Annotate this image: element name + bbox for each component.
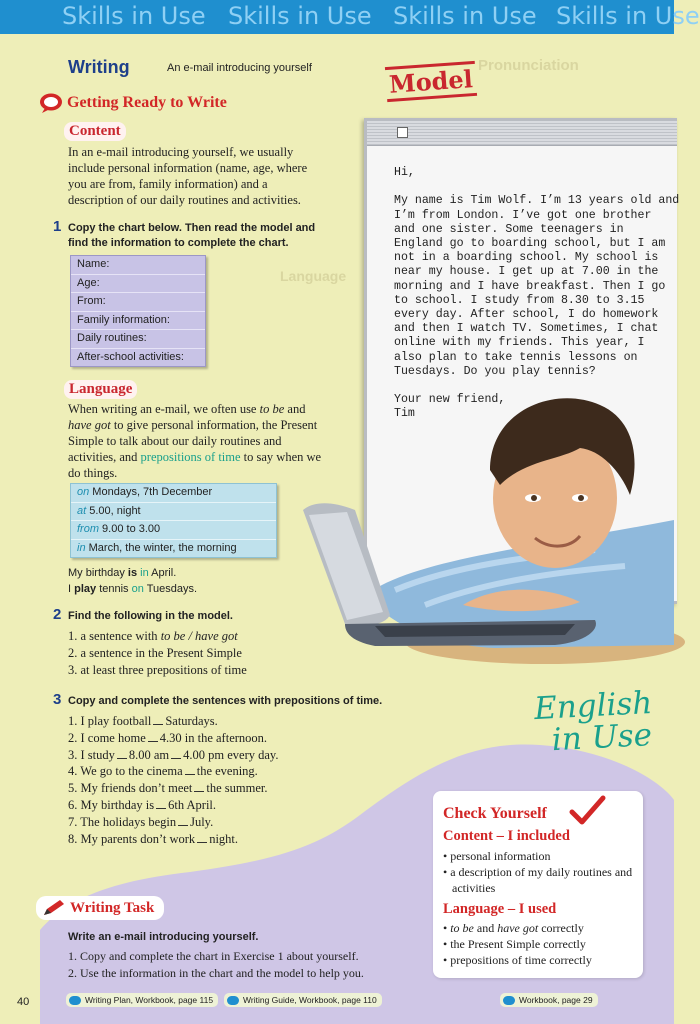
exercise-1-number: 1 [53,218,62,235]
info-chart [70,255,206,367]
model-label: Model [385,61,477,102]
email-line: Tuesdays. Do you play tennis? [394,364,596,378]
email-line: I’m from London. I’ve got one brother [394,208,652,222]
check-yourself-box [433,791,643,978]
email-line: and then I watch TV. Sometimes, I chat [394,322,659,336]
chart-row: Name: [71,256,205,275]
english-in-use-logo: English in Use [533,684,654,759]
arrow-icon [69,996,81,1005]
list-item: 7. The holidays begin July. [68,814,214,829]
email-line: England go to boarding school, but I am [394,237,666,250]
exercise-1-title: Copy the chart below. Then read the model and find the information to complete the chart. [68,222,316,249]
chart-row: From: [71,293,205,312]
exercise-3-title: Copy and complete the sentences with prepositions of time. [68,695,383,707]
language-used-heading: Language – I used [443,901,557,917]
list-item: 1. I play football Saturdays. [68,714,218,728]
email-line: every day. After school, I do homework [394,308,659,322]
content-checklist [443,848,639,896]
list-item: 2. Use the information in the chart and the model to help you. [68,965,364,980]
exercise-2-number: 2 [53,606,62,623]
email-line: not in a boarding school. My school is [394,251,659,265]
banner-text: Skills in Use [393,2,537,30]
grammar-examples [68,565,197,597]
workbook-reference-link[interactable]: Writing Plan, Workbook, page 115 [66,993,218,1007]
chart-row: Family information: [71,312,205,331]
prep-row: at 5.00, night [71,503,276,522]
list-item: • personal information [443,849,551,863]
boy-with-laptop-illustration [295,380,674,665]
writing-task-list [68,948,364,981]
getting-ready-title: Getting Ready to Write [67,94,227,111]
check-yourself-title: Check Yourself [443,805,547,822]
list-item: • prepositions of time correctly [443,953,592,967]
exercise-3-list [68,713,279,847]
language-label: Language [64,380,137,399]
language-text: When writing an e-mail, we often use to be and have got to give personal information, the Present Simple to talk about our daily routines and activities, and prepositions of time to say when we do things. [68,402,322,480]
list-item: 8. My parents don’t work night. [68,831,239,846]
workbook-reference-link[interactable]: Workbook, page 29 [500,993,598,1007]
content-text: In an e-mail introducing yourself, we usually include personal information (name, age, where you are from, family information) and a description of our daily routines and activities. [68,145,308,207]
arrow-icon [503,996,515,1005]
prep-row: from 9.00 to 3.00 [71,521,276,540]
list-item: 1. Copy and complete the chart in Exercise 1 about yourself. [68,949,359,963]
email-line: to school. I study from 8.30 to 3.15 [394,293,645,307]
ghost-heading-language: Language [280,268,347,284]
list-item: 2. I come home 4.30 in the afternoon. [68,730,268,745]
section-subtitle: An e-mail introducing yourself [167,62,312,74]
email-line: My name is Tim Wolf. I’m 13 years old and [394,194,680,208]
chart-row: Daily routines: [71,330,205,349]
checkmark-icon [569,795,605,825]
exercise-2-list [68,628,247,678]
prepositions-table [70,483,277,558]
list-item: • to be and have got correctly [443,921,584,935]
banner-text: Skills in Use [556,2,700,30]
content-included-heading: Content – I included [443,828,570,844]
list-item: 3. at least three prepositions of time [68,662,247,677]
page-number: 40 [17,996,30,1008]
email-line: and one sister. Some teenagers in [394,222,624,236]
list-item: 4. We go to the cinema the evening. [68,764,258,779]
list-item: 5. My friends don’t meet the summer. [68,781,268,796]
window-titlebar [367,121,677,146]
list-item: 3. I study 8.00 am 4.00 pm every day. [68,747,279,762]
email-line: Hi, [394,166,415,179]
banner-text: Skills in Use [62,2,206,30]
workbook-reference-link[interactable]: Writing Guide, Workbook, page 110 [224,993,382,1007]
list-item: 6. My birthday is 6th April. [68,797,217,812]
email-line: morning and I have breakfast. Then I go [394,279,666,293]
email-line: also plan to take tennis lessons on [394,350,638,364]
exercise-2-title: Find the following in the model. [68,610,233,622]
prep-row: on Mondays, 7th December [71,484,276,503]
arrow-icon [227,996,239,1005]
email-line: online with my friends. This year, I [394,336,645,350]
email-line [394,180,664,194]
email-line: Your new friend, [394,393,506,407]
section-title: Writing [68,57,130,77]
list-item: • a description of my daily routines and activities [443,865,633,895]
writing-task-header [36,896,164,920]
chart-row: Age: [71,275,205,294]
list-item: 1. a sentence with to be / have got [68,629,238,643]
exercise-3-number: 3 [53,691,62,708]
email-line: near my house. I get up at 7.00 in the [394,265,659,279]
language-checklist [443,920,639,968]
writing-task-instruction: Write an e-mail introducing yourself. [68,931,259,943]
pencil-icon [42,899,66,917]
speech-bubble-icon [38,92,64,119]
list-item: • the Present Simple correctly [443,937,586,951]
email-line: Tim [394,407,415,421]
ghost-heading-pronunciation: Pronunciation [478,57,579,74]
list-item: 2. a sentence in the Present Simple [68,645,242,660]
example-line: I play tennis on Tuesdays. [68,583,198,595]
chart-row: After-school activities: [77,350,184,363]
prep-row: in March, the winter, the morning [77,541,237,554]
example-line: My birthday is in April. [68,567,177,579]
window-close-box-icon[interactable] [397,127,408,138]
banner-text: Skills in Use [228,2,372,30]
content-label: Content [64,122,126,141]
writing-task-title: Writing Task [70,899,155,916]
